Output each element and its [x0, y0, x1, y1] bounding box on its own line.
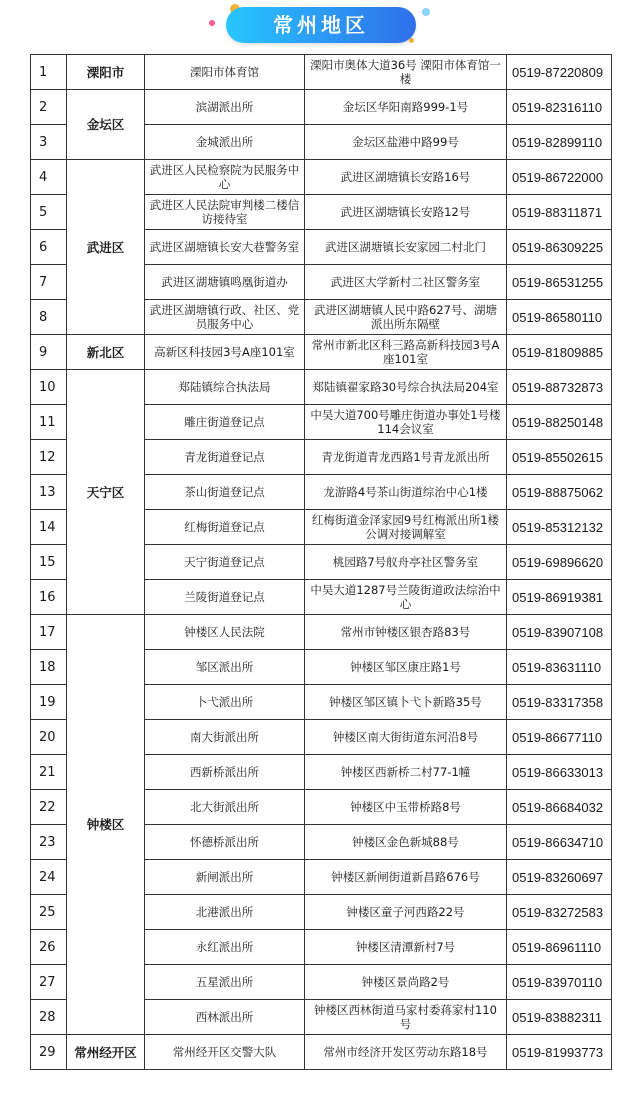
table-row: [31, 335, 612, 370]
district-cell: 溧阳市: [67, 55, 145, 90]
row-number: 10: [31, 370, 67, 405]
row-number: 21: [31, 755, 67, 790]
row-number: 6: [31, 230, 67, 265]
contact-phone: 0519-88250148: [507, 405, 612, 440]
registration-site: 雕庄街道登记点: [145, 405, 305, 440]
table-body: [31, 55, 612, 1070]
registration-site: 邹区派出所: [145, 650, 305, 685]
site-address: 钟楼区西新桥二村77-1幢: [305, 755, 507, 790]
table-row: [31, 370, 612, 405]
registration-site: 武进区湖塘镇行政、社区、党员服务中心: [145, 300, 305, 335]
row-number: 16: [31, 580, 67, 615]
contact-phone: 0519-88732873: [507, 370, 612, 405]
registration-site: 卜弋派出所: [145, 685, 305, 720]
site-address: 钟楼区邹区康庄路1号: [305, 650, 507, 685]
registration-site: 常州经开区交警大队: [145, 1035, 305, 1070]
contact-phone: 0519-86580110: [507, 300, 612, 335]
registration-site: 怀德桥派出所: [145, 825, 305, 860]
decor-dot: [209, 20, 215, 26]
district-cell: 武进区: [67, 160, 145, 335]
row-number: 12: [31, 440, 67, 475]
site-address: 武进区湖塘镇长安路12号: [305, 195, 507, 230]
contact-phone: 0519-83260697: [507, 860, 612, 895]
site-address: 钟楼区邹区镇卜弋卜新路35号: [305, 685, 507, 720]
contact-phone: 0519-86684032: [507, 790, 612, 825]
district-cell: 天宁区: [67, 370, 145, 615]
contact-phone: 0519-83970110: [507, 965, 612, 1000]
site-address: 红梅街道金泽家园9号红梅派出所1楼公调对接调解室: [305, 510, 507, 545]
registration-site: 武进区湖塘镇长安大巷警务室: [145, 230, 305, 265]
row-number: 2: [31, 90, 67, 125]
row-number: 28: [31, 1000, 67, 1035]
row-number: 29: [31, 1035, 67, 1070]
row-number: 15: [31, 545, 67, 580]
registration-site: 武进区人民法院审判楼二楼信访接待室: [145, 195, 305, 230]
decor-dot: [422, 8, 430, 16]
row-number: 13: [31, 475, 67, 510]
row-number: 25: [31, 895, 67, 930]
registration-site: 茶山街道登记点: [145, 475, 305, 510]
site-address: 中吴大道1287号兰陵街道政法综治中心: [305, 580, 507, 615]
district-cell: 钟楼区: [67, 615, 145, 1035]
row-number: 24: [31, 860, 67, 895]
row-number: 4: [31, 160, 67, 195]
registration-site: 西新桥派出所: [145, 755, 305, 790]
table-row: [31, 55, 612, 90]
registration-site: 北大街派出所: [145, 790, 305, 825]
registration-site: 兰陵街道登记点: [145, 580, 305, 615]
registration-site: 北港派出所: [145, 895, 305, 930]
contact-phone: 0519-86309225: [507, 230, 612, 265]
row-number: 3: [31, 125, 67, 160]
site-address: 武进区湖塘镇长安路16号: [305, 160, 507, 195]
registration-site: 红梅街道登记点: [145, 510, 305, 545]
row-number: 1: [31, 55, 67, 90]
site-address: 钟楼区新闸街道新昌路676号: [305, 860, 507, 895]
contact-phone: 0519-86919381: [507, 580, 612, 615]
site-address: 常州市经济开发区劳动东路18号: [305, 1035, 507, 1070]
contact-phone: 0519-81809885: [507, 335, 612, 370]
row-number: 22: [31, 790, 67, 825]
table-row: [31, 160, 612, 195]
contact-phone: 0519-88311871: [507, 195, 612, 230]
site-address: 中吴大道700号雕庄街道办事处1号楼114会议室: [305, 405, 507, 440]
site-address: 钟楼区景尚路2号: [305, 965, 507, 1000]
site-address: 金坛区华阳南路999-1号: [305, 90, 507, 125]
row-number: 20: [31, 720, 67, 755]
contact-phone: 0519-82899110: [507, 125, 612, 160]
contact-phone: 0519-83882311: [507, 1000, 612, 1035]
row-number: 8: [31, 300, 67, 335]
contact-phone: 0519-83631110: [507, 650, 612, 685]
site-address: 钟楼区金色新城88号: [305, 825, 507, 860]
site-address: 郑陆镇翟家路30号综合执法局204室: [305, 370, 507, 405]
registration-site: 新闸派出所: [145, 860, 305, 895]
site-address: 钟楼区童子河西路22号: [305, 895, 507, 930]
registration-site: 南大街派出所: [145, 720, 305, 755]
site-address: 青龙街道青龙西路1号青龙派出所: [305, 440, 507, 475]
row-number: 7: [31, 265, 67, 300]
registration-site: 金城派出所: [145, 125, 305, 160]
contact-phone: 0519-83317358: [507, 685, 612, 720]
row-number: 26: [31, 930, 67, 965]
row-number: 5: [31, 195, 67, 230]
contact-phone: 0519-86677110: [507, 720, 612, 755]
contact-phone: 0519-86961110: [507, 930, 612, 965]
registration-table: [30, 54, 612, 1070]
registration-site: 高新区科技园3号A座101室: [145, 335, 305, 370]
registration-site: 天宁街道登记点: [145, 545, 305, 580]
site-address: 钟楼区中玉带桥路8号: [305, 790, 507, 825]
site-address: 桃园路7号舣舟亭社区警务室: [305, 545, 507, 580]
registration-site: 滨湖派出所: [145, 90, 305, 125]
row-number: 14: [31, 510, 67, 545]
site-address: 武进区湖塘镇长安家园二村北门: [305, 230, 507, 265]
contact-phone: 0519-69896620: [507, 545, 612, 580]
contact-phone: 0519-87220809: [507, 55, 612, 90]
contact-phone: 0519-86634710: [507, 825, 612, 860]
registration-site: 青龙街道登记点: [145, 440, 305, 475]
contact-phone: 0519-86531255: [507, 265, 612, 300]
row-number: 17: [31, 615, 67, 650]
row-number: 9: [31, 335, 67, 370]
district-cell: 常州经开区: [67, 1035, 145, 1070]
table-row: [31, 1035, 612, 1070]
contact-phone: 0519-83272583: [507, 895, 612, 930]
site-address: 龙游路4号茶山街道综治中心1楼: [305, 475, 507, 510]
registration-site: 西林派出所: [145, 1000, 305, 1035]
district-cell: 新北区: [67, 335, 145, 370]
site-address: 溧阳市奥体大道36号 溧阳市体育馆一楼: [305, 55, 507, 90]
page-title: 常州地区: [273, 13, 369, 37]
site-address: 常州市新北区科三路高新科技园3号A座101室: [305, 335, 507, 370]
row-number: 11: [31, 405, 67, 440]
site-address: 常州市钟楼区银杏路83号: [305, 615, 507, 650]
contact-phone: 0519-82316110: [507, 90, 612, 125]
site-address: 金坛区盐港中路99号: [305, 125, 507, 160]
contact-phone: 0519-88875062: [507, 475, 612, 510]
district-cell: 金坛区: [67, 90, 145, 160]
registration-site: 永红派出所: [145, 930, 305, 965]
registration-site: 溧阳市体育馆: [145, 55, 305, 90]
registration-site: 武进区人民检察院为民服务中心: [145, 160, 305, 195]
registration-site: 郑陆镇综合执法局: [145, 370, 305, 405]
row-number: 19: [31, 685, 67, 720]
contact-phone: 0519-83907108: [507, 615, 612, 650]
site-address: 钟楼区清潭新村7号: [305, 930, 507, 965]
site-address: 钟楼区西林街道马家村委蒋家村110号: [305, 1000, 507, 1035]
header-banner: [0, 0, 640, 52]
registration-site: 钟楼区人民法院: [145, 615, 305, 650]
contact-phone: 0519-81993773: [507, 1035, 612, 1070]
registration-site: 武进区湖塘镇鸣凰街道办: [145, 265, 305, 300]
contact-phone: 0519-85502615: [507, 440, 612, 475]
row-number: 23: [31, 825, 67, 860]
contact-phone: 0519-86633013: [507, 755, 612, 790]
table-row: [31, 615, 612, 650]
site-address: 武进区湖塘镇人民中路627号、湖塘派出所东隔壁: [305, 300, 507, 335]
site-address: 钟楼区南大街街道东河沿8号: [305, 720, 507, 755]
site-address: 武进区大学新村二社区警务室: [305, 265, 507, 300]
contact-phone: 0519-86722000: [507, 160, 612, 195]
row-number: 27: [31, 965, 67, 1000]
table-row: [31, 90, 612, 125]
registration-site: 五星派出所: [145, 965, 305, 1000]
row-number: 18: [31, 650, 67, 685]
contact-phone: 0519-85312132: [507, 510, 612, 545]
